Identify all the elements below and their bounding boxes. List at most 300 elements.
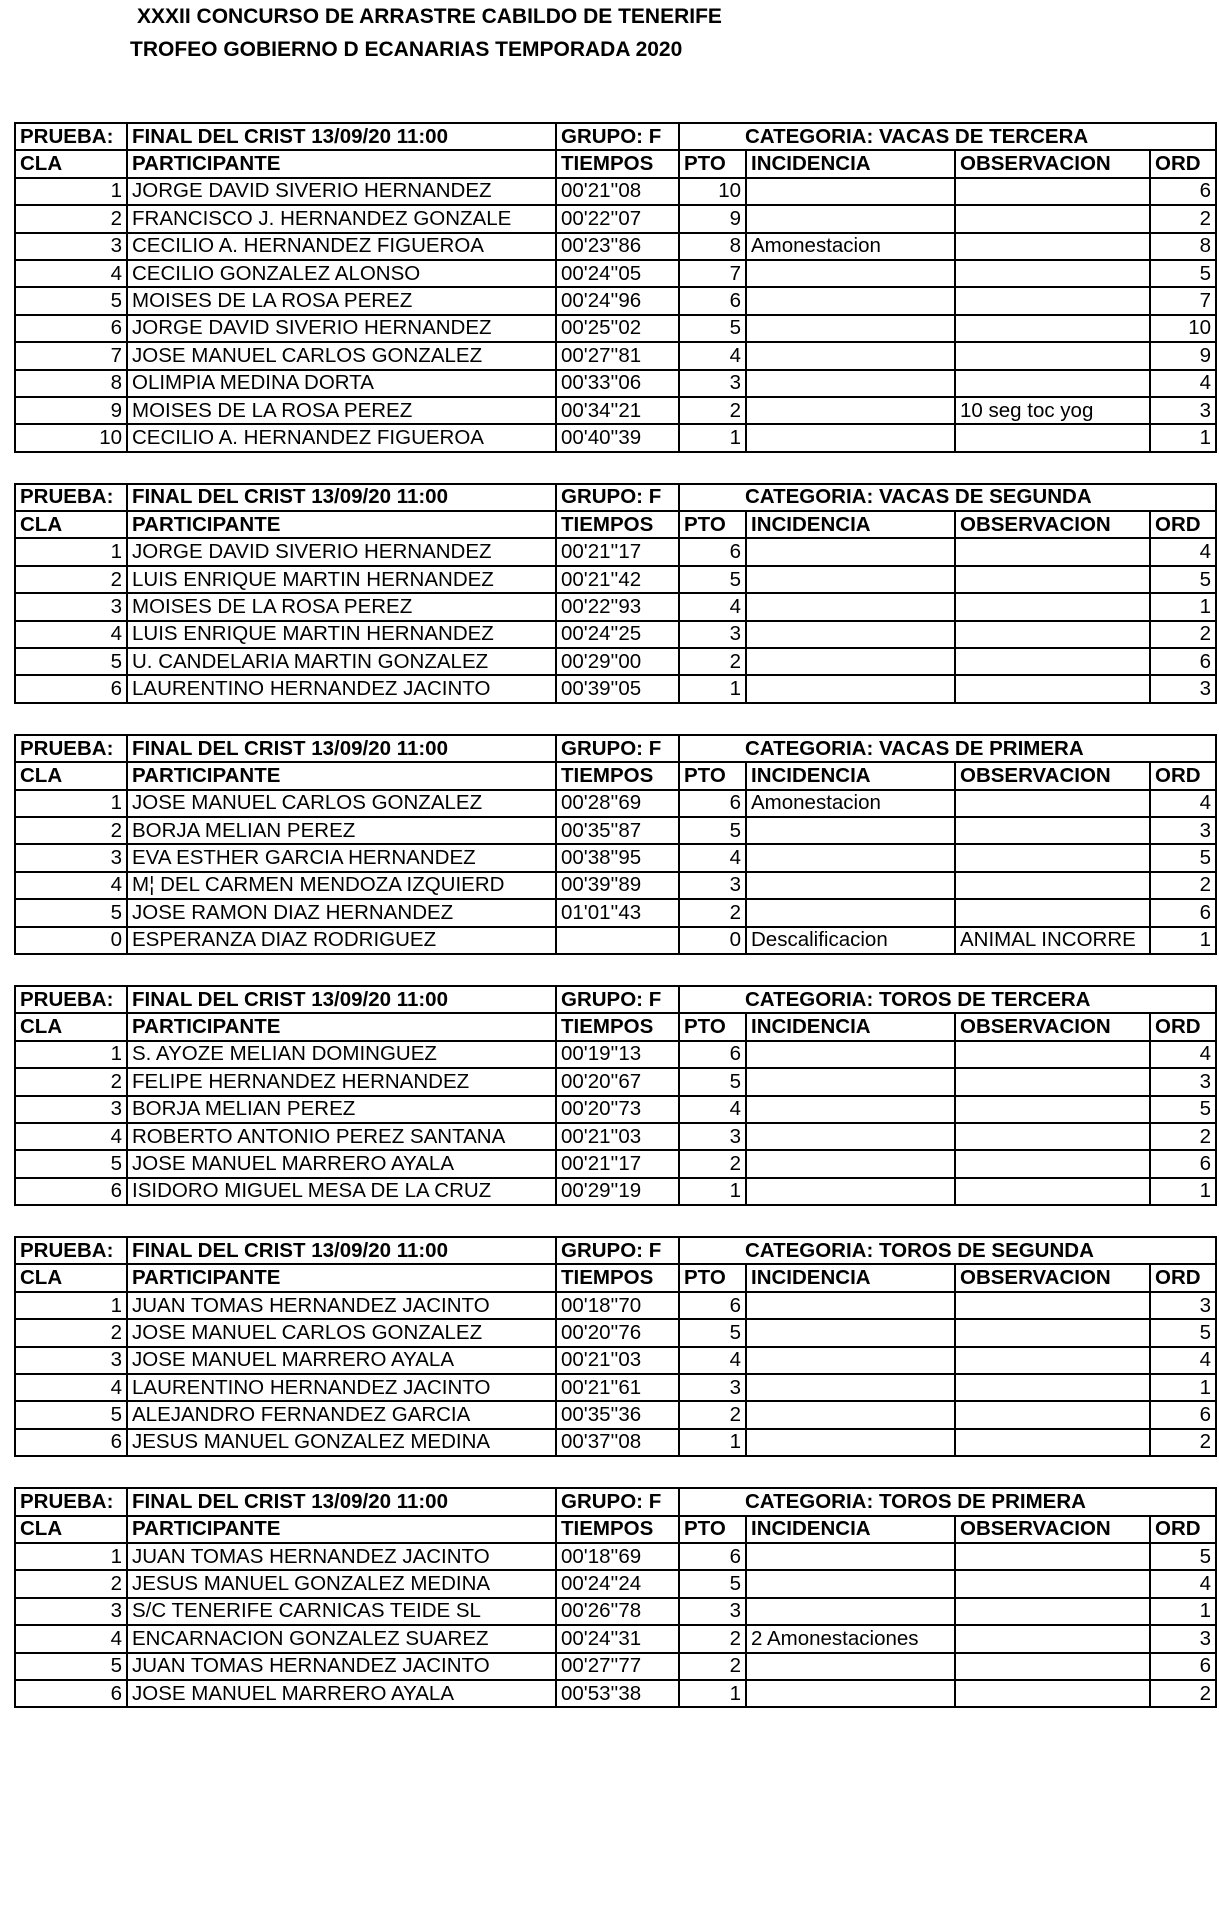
column-header-incidencia: INCIDENCIA: [746, 511, 955, 538]
prueba-label: PRUEBA:: [15, 1237, 127, 1264]
cell-ord: 1: [1150, 1598, 1216, 1625]
cell-participante: MOISES DE LA ROSA PEREZ: [127, 287, 556, 314]
column-header-incidencia: INCIDENCIA: [746, 150, 955, 177]
cell-ord: 10: [1150, 315, 1216, 342]
cell-incidencia: [746, 872, 955, 899]
cell-observacion: [955, 1041, 1150, 1068]
cell-pto: 8: [679, 233, 746, 260]
cell-tiempos: 00'39''89: [556, 872, 679, 899]
cell-ord: 6: [1150, 1653, 1216, 1680]
cell-cla: 2: [15, 205, 127, 232]
cell-tiempos: 00'21''61: [556, 1374, 679, 1401]
cell-pto: 2: [679, 648, 746, 675]
cell-participante: OLIMPIA MEDINA DORTA: [127, 370, 556, 397]
cell-participante: JOSE MANUEL MARRERO AYALA: [127, 1347, 556, 1374]
table-row: [15, 260, 1216, 287]
cell-ord: 6: [1150, 178, 1216, 205]
cell-observacion: [955, 817, 1150, 844]
cell-pto: 1: [679, 424, 746, 451]
cell-ord: 6: [1150, 1150, 1216, 1177]
prueba-row: [15, 1237, 1216, 1264]
cell-cla: 5: [15, 1150, 127, 1177]
prueba-label: PRUEBA:: [15, 1488, 127, 1515]
cell-incidencia: [746, 424, 955, 451]
column-header-pto: PTO: [679, 762, 746, 789]
cell-cla: 0: [15, 927, 127, 954]
cell-pto: 3: [679, 621, 746, 648]
cell-ord: 5: [1150, 844, 1216, 871]
cell-incidencia: [746, 593, 955, 620]
cell-cla: 10: [15, 424, 127, 451]
cell-pto: 5: [679, 315, 746, 342]
column-header-participante: PARTICIPANTE: [127, 1264, 556, 1291]
table-row: [15, 675, 1216, 702]
cell-ord: 3: [1150, 1292, 1216, 1319]
cell-participante: LUIS ENRIQUE MARTIN HERNANDEZ: [127, 621, 556, 648]
cell-ord: 8: [1150, 233, 1216, 260]
cell-tiempos: 00'19''13: [556, 1041, 679, 1068]
cell-participante: JORGE DAVID SIVERIO HERNANDEZ: [127, 178, 556, 205]
cell-observacion: [955, 1653, 1150, 1680]
cell-tiempos: 00'27''77: [556, 1653, 679, 1680]
column-header-ord: ORD: [1150, 762, 1216, 789]
cell-observacion: [955, 899, 1150, 926]
cell-tiempos: 00'27''81: [556, 342, 679, 369]
cell-cla: 1: [15, 178, 127, 205]
cell-pto: 4: [679, 593, 746, 620]
column-header-observacion: OBSERVACION: [955, 1516, 1150, 1543]
cell-incidencia: [746, 1150, 955, 1177]
cell-ord: 2: [1150, 1429, 1216, 1456]
cell-ord: 6: [1150, 1401, 1216, 1428]
results-table: [14, 734, 1217, 955]
column-header-row: [15, 150, 1216, 177]
cell-ord: 2: [1150, 205, 1216, 232]
cell-participante: BORJA MELIAN PEREZ: [127, 1096, 556, 1123]
cell-incidencia: [746, 1598, 955, 1625]
cell-observacion: [955, 287, 1150, 314]
results-table: [14, 122, 1217, 453]
cell-cla: 2: [15, 1570, 127, 1597]
column-header-participante: PARTICIPANTE: [127, 1516, 556, 1543]
cell-tiempos: 00'20''73: [556, 1096, 679, 1123]
cell-participante: U. CANDELARIA MARTIN GONZALEZ: [127, 648, 556, 675]
column-header-participante: PARTICIPANTE: [127, 511, 556, 538]
results-table: [14, 985, 1217, 1206]
cell-pto: 4: [679, 1096, 746, 1123]
cell-incidencia: [746, 370, 955, 397]
cell-observacion: [955, 593, 1150, 620]
cell-cla: 3: [15, 844, 127, 871]
column-header-participante: PARTICIPANTE: [127, 150, 556, 177]
results-tables: [14, 122, 1215, 1738]
table-row: [15, 1096, 1216, 1123]
cell-incidencia: [746, 1123, 955, 1150]
cell-pto: 6: [679, 538, 746, 565]
cell-pto: 2: [679, 1653, 746, 1680]
cell-pto: 1: [679, 1178, 746, 1205]
cell-cla: 5: [15, 1653, 127, 1680]
cell-observacion: [955, 844, 1150, 871]
cell-pto: 5: [679, 1570, 746, 1597]
cell-cla: 5: [15, 899, 127, 926]
cell-cla: 5: [15, 287, 127, 314]
cell-cla: 1: [15, 1292, 127, 1319]
prueba-row: [15, 123, 1216, 150]
cell-pto: 3: [679, 1123, 746, 1150]
cell-observacion: [955, 1178, 1150, 1205]
cell-tiempos: 00'22''93: [556, 593, 679, 620]
cell-participante: JESUS MANUEL GONZALEZ MEDINA: [127, 1429, 556, 1456]
cell-incidencia: [746, 1096, 955, 1123]
column-header-participante: PARTICIPANTE: [127, 1013, 556, 1040]
cell-observacion: [955, 675, 1150, 702]
cell-participante: FELIPE HERNANDEZ HERNANDEZ: [127, 1068, 556, 1095]
column-header-tiempos: TIEMPOS: [556, 511, 679, 538]
table-row: [15, 844, 1216, 871]
cell-observacion: [955, 1096, 1150, 1123]
cell-cla: 4: [15, 621, 127, 648]
column-header-row: [15, 762, 1216, 789]
cell-observacion: [955, 178, 1150, 205]
cell-pto: 2: [679, 397, 746, 424]
table-row: [15, 287, 1216, 314]
cell-incidencia: [746, 899, 955, 926]
cell-incidencia: [746, 287, 955, 314]
table-row: [15, 872, 1216, 899]
cell-cla: 3: [15, 1598, 127, 1625]
table-row: [15, 1598, 1216, 1625]
cell-participante: ROBERTO ANTONIO PEREZ SANTANA: [127, 1123, 556, 1150]
cell-ord: 5: [1150, 1543, 1216, 1570]
cell-observacion: [955, 1347, 1150, 1374]
table-row: [15, 205, 1216, 232]
column-header-pto: PTO: [679, 150, 746, 177]
cell-tiempos: 00'33''06: [556, 370, 679, 397]
cell-ord: 7: [1150, 287, 1216, 314]
cell-participante: S/C TENERIFE CARNICAS TEIDE SL: [127, 1598, 556, 1625]
cell-tiempos: 00'21''03: [556, 1347, 679, 1374]
cell-observacion: [955, 621, 1150, 648]
cell-ord: 5: [1150, 1096, 1216, 1123]
cell-observacion: [955, 1292, 1150, 1319]
cell-cla: 7: [15, 342, 127, 369]
cell-ord: 4: [1150, 538, 1216, 565]
cell-incidencia: [746, 205, 955, 232]
cell-tiempos: 00'21''42: [556, 566, 679, 593]
cell-observacion: ANIMAL INCORRE: [955, 927, 1150, 954]
grupo-value: GRUPO: F: [556, 986, 679, 1013]
cell-tiempos: 00'21''17: [556, 538, 679, 565]
cell-incidencia: [746, 1653, 955, 1680]
cell-tiempos: [556, 927, 679, 954]
prueba-label: PRUEBA:: [15, 986, 127, 1013]
cell-observacion: [955, 1680, 1150, 1707]
cell-cla: 8: [15, 370, 127, 397]
cell-participante: EVA ESTHER GARCIA HERNANDEZ: [127, 844, 556, 871]
cell-pto: 6: [679, 790, 746, 817]
grupo-value: GRUPO: F: [556, 484, 679, 511]
cell-incidencia: [746, 1570, 955, 1597]
table-row: [15, 648, 1216, 675]
cell-tiempos: 00'29''00: [556, 648, 679, 675]
cell-incidencia: [746, 342, 955, 369]
header-title-line-2: TROFEO GOBIERNO D ECANARIAS TEMPORADA 2020: [130, 38, 683, 61]
column-header-incidencia: INCIDENCIA: [746, 762, 955, 789]
column-header-participante: PARTICIPANTE: [127, 762, 556, 789]
table-row: [15, 1543, 1216, 1570]
cell-participante: JUAN TOMAS HERNANDEZ JACINTO: [127, 1653, 556, 1680]
categoria-value: CATEGORIA: TOROS DE PRIMERA: [679, 1488, 1216, 1515]
cell-observacion: [955, 370, 1150, 397]
cell-participante: LAURENTINO HERNANDEZ JACINTO: [127, 1374, 556, 1401]
cell-ord: 4: [1150, 1570, 1216, 1597]
prueba-row: [15, 735, 1216, 762]
cell-pto: 5: [679, 1319, 746, 1346]
cell-cla: 1: [15, 1041, 127, 1068]
cell-tiempos: 00'23''86: [556, 233, 679, 260]
cell-incidencia: [746, 1429, 955, 1456]
column-header-cla: CLA: [15, 511, 127, 538]
cell-incidencia: [746, 1068, 955, 1095]
cell-incidencia: [746, 260, 955, 287]
cell-incidencia: [746, 621, 955, 648]
cell-ord: 3: [1150, 1625, 1216, 1652]
cell-incidencia: [746, 844, 955, 871]
cell-incidencia: [746, 817, 955, 844]
grupo-value: GRUPO: F: [556, 123, 679, 150]
cell-ord: 4: [1150, 790, 1216, 817]
cell-participante: ESPERANZA DIAZ RODRIGUEZ: [127, 927, 556, 954]
cell-observacion: [955, 315, 1150, 342]
cell-cla: 3: [15, 1347, 127, 1374]
cell-cla: 2: [15, 1319, 127, 1346]
results-table: [14, 483, 1217, 704]
cell-tiempos: 00'35''36: [556, 1401, 679, 1428]
column-header-incidencia: INCIDENCIA: [746, 1264, 955, 1291]
cell-tiempos: 00'24''31: [556, 1625, 679, 1652]
cell-ord: 3: [1150, 817, 1216, 844]
cell-pto: 6: [679, 1543, 746, 1570]
cell-pto: 2: [679, 899, 746, 926]
cell-tiempos: 00'24''24: [556, 1570, 679, 1597]
results-table: [14, 1236, 1217, 1457]
cell-participante: JESUS MANUEL GONZALEZ MEDINA: [127, 1570, 556, 1597]
table-row: [15, 790, 1216, 817]
column-header-cla: CLA: [15, 150, 127, 177]
cell-observacion: [955, 1319, 1150, 1346]
cell-ord: 2: [1150, 872, 1216, 899]
document-header: [130, 0, 722, 66]
cell-cla: 2: [15, 817, 127, 844]
cell-ord: 1: [1150, 927, 1216, 954]
table-row: [15, 1292, 1216, 1319]
cell-ord: 4: [1150, 1041, 1216, 1068]
cell-tiempos: 00'18''69: [556, 1543, 679, 1570]
cell-pto: 0: [679, 927, 746, 954]
cell-cla: 3: [15, 233, 127, 260]
cell-ord: 3: [1150, 675, 1216, 702]
cell-ord: 3: [1150, 397, 1216, 424]
table-row: [15, 899, 1216, 926]
prueba-value: FINAL DEL CRIST 13/09/20 11:00: [127, 123, 556, 150]
cell-tiempos: 00'29''19: [556, 1178, 679, 1205]
cell-pto: 3: [679, 1598, 746, 1625]
column-header-observacion: OBSERVACION: [955, 1264, 1150, 1291]
cell-observacion: [955, 260, 1150, 287]
cell-ord: 2: [1150, 621, 1216, 648]
cell-incidencia: 2 Amonestaciones: [746, 1625, 955, 1652]
table-row: [15, 566, 1216, 593]
cell-ord: 5: [1150, 566, 1216, 593]
cell-tiempos: 00'34''21: [556, 397, 679, 424]
cell-pto: 4: [679, 844, 746, 871]
cell-observacion: [955, 233, 1150, 260]
column-header-pto: PTO: [679, 511, 746, 538]
column-header-observacion: OBSERVACION: [955, 150, 1150, 177]
cell-cla: 6: [15, 1178, 127, 1205]
table-row: [15, 397, 1216, 424]
cell-incidencia: [746, 675, 955, 702]
table-row: [15, 424, 1216, 451]
cell-ord: 6: [1150, 899, 1216, 926]
column-header-incidencia: INCIDENCIA: [746, 1013, 955, 1040]
cell-tiempos: 00'26''78: [556, 1598, 679, 1625]
cell-tiempos: 00'24''96: [556, 287, 679, 314]
cell-incidencia: [746, 1401, 955, 1428]
cell-participante: ENCARNACION GONZALEZ SUAREZ: [127, 1625, 556, 1652]
cell-tiempos: 00'35''87: [556, 817, 679, 844]
table-row: [15, 1347, 1216, 1374]
cell-ord: 1: [1150, 1178, 1216, 1205]
cell-pto: 4: [679, 1347, 746, 1374]
column-header-tiempos: TIEMPOS: [556, 150, 679, 177]
cell-observacion: [955, 1150, 1150, 1177]
cell-pto: 7: [679, 260, 746, 287]
cell-pto: 1: [679, 1680, 746, 1707]
table-row: [15, 1653, 1216, 1680]
cell-participante: BORJA MELIAN PEREZ: [127, 817, 556, 844]
cell-tiempos: 00'18''70: [556, 1292, 679, 1319]
cell-tiempos: 00'39''05: [556, 675, 679, 702]
categoria-value: CATEGORIA: TOROS DE SEGUNDA: [679, 1237, 1216, 1264]
cell-observacion: [955, 342, 1150, 369]
cell-pto: 4: [679, 342, 746, 369]
column-header-ord: ORD: [1150, 1264, 1216, 1291]
cell-participante: JOSE MANUEL CARLOS GONZALEZ: [127, 342, 556, 369]
column-header-ord: ORD: [1150, 150, 1216, 177]
categoria-value: CATEGORIA: TOROS DE TERCERA: [679, 986, 1216, 1013]
cell-incidencia: [746, 1292, 955, 1319]
table-row: [15, 1319, 1216, 1346]
table-row: [15, 1625, 1216, 1652]
cell-pto: 10: [679, 178, 746, 205]
cell-tiempos: 00'22''07: [556, 205, 679, 232]
cell-observacion: [955, 1570, 1150, 1597]
table-row: [15, 1374, 1216, 1401]
cell-incidencia: [746, 178, 955, 205]
cell-tiempos: 00'28''69: [556, 790, 679, 817]
cell-observacion: [955, 1598, 1150, 1625]
cell-cla: 2: [15, 1068, 127, 1095]
column-header-incidencia: INCIDENCIA: [746, 1516, 955, 1543]
cell-cla: 6: [15, 675, 127, 702]
prueba-label: PRUEBA:: [15, 735, 127, 762]
column-header-observacion: OBSERVACION: [955, 511, 1150, 538]
cell-pto: 5: [679, 1068, 746, 1095]
cell-ord: 5: [1150, 260, 1216, 287]
cell-ord: 9: [1150, 342, 1216, 369]
column-header-row: [15, 1516, 1216, 1543]
cell-cla: 1: [15, 790, 127, 817]
cell-incidencia: [746, 315, 955, 342]
cell-incidencia: [746, 1680, 955, 1707]
cell-pto: 1: [679, 675, 746, 702]
cell-participante: CECILIO GONZALEZ ALONSO: [127, 260, 556, 287]
cell-cla: 4: [15, 1625, 127, 1652]
table-row: [15, 1401, 1216, 1428]
cell-ord: 1: [1150, 593, 1216, 620]
column-header-pto: PTO: [679, 1264, 746, 1291]
cell-tiempos: 01'01''43: [556, 899, 679, 926]
cell-pto: 1: [679, 1429, 746, 1456]
cell-incidencia: [746, 1347, 955, 1374]
cell-participante: LAURENTINO HERNANDEZ JACINTO: [127, 675, 556, 702]
cell-observacion: [955, 1625, 1150, 1652]
column-header-observacion: OBSERVACION: [955, 762, 1150, 789]
cell-cla: 6: [15, 1680, 127, 1707]
cell-tiempos: 00'25''02: [556, 315, 679, 342]
column-header-cla: CLA: [15, 1013, 127, 1040]
cell-pto: 2: [679, 1401, 746, 1428]
grupo-value: GRUPO: F: [556, 1237, 679, 1264]
cell-tiempos: 00'21''17: [556, 1150, 679, 1177]
cell-observacion: [955, 1123, 1150, 1150]
table-row: [15, 233, 1216, 260]
prueba-label: PRUEBA:: [15, 123, 127, 150]
column-header-cla: CLA: [15, 762, 127, 789]
prueba-row: [15, 1488, 1216, 1515]
cell-observacion: [955, 1068, 1150, 1095]
cell-observacion: [955, 648, 1150, 675]
cell-participante: JOSE RAMON DIAZ HERNANDEZ: [127, 899, 556, 926]
cell-cla: 6: [15, 1429, 127, 1456]
cell-pto: 9: [679, 205, 746, 232]
table-row: [15, 927, 1216, 954]
cell-observacion: [955, 1429, 1150, 1456]
cell-observacion: [955, 424, 1150, 451]
cell-cla: 9: [15, 397, 127, 424]
column-header-tiempos: TIEMPOS: [556, 762, 679, 789]
cell-observacion: [955, 1374, 1150, 1401]
cell-participante: CECILIO A. HERNANDEZ FIGUEROA: [127, 233, 556, 260]
cell-cla: 5: [15, 1401, 127, 1428]
cell-cla: 6: [15, 315, 127, 342]
table-row: [15, 1041, 1216, 1068]
table-row: [15, 1680, 1216, 1707]
cell-cla: 4: [15, 1123, 127, 1150]
cell-incidencia: [746, 648, 955, 675]
cell-incidencia: [746, 1041, 955, 1068]
categoria-value: CATEGORIA: VACAS DE TERCERA: [679, 123, 1216, 150]
cell-tiempos: 00'20''76: [556, 1319, 679, 1346]
cell-incidencia: [746, 538, 955, 565]
cell-incidencia: [746, 1374, 955, 1401]
cell-participante: S. AYOZE MELIAN DOMINGUEZ: [127, 1041, 556, 1068]
cell-pto: 6: [679, 1292, 746, 1319]
cell-pto: 2: [679, 1150, 746, 1177]
categoria-value: CATEGORIA: VACAS DE SEGUNDA: [679, 484, 1216, 511]
